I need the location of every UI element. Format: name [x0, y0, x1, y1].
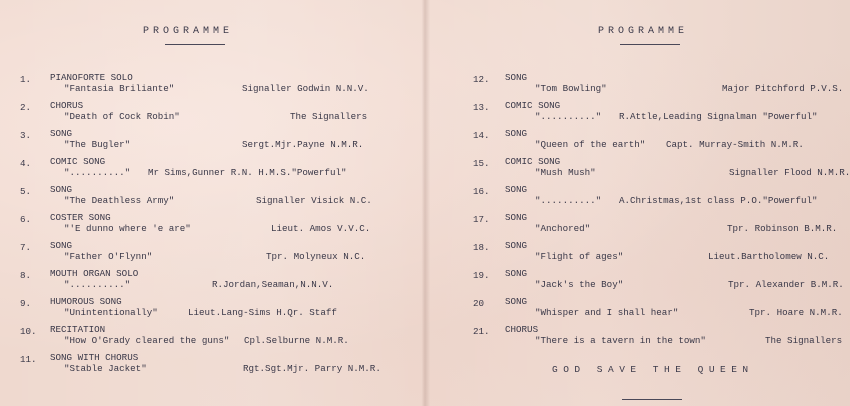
item-title: "Mush Mush": [535, 167, 596, 178]
item-type: SONG: [50, 184, 73, 195]
item-type: COSTER SONG: [50, 212, 111, 223]
item-number: 20: [473, 298, 485, 309]
heading-underline: [620, 44, 680, 45]
item-number: 7.: [20, 242, 32, 253]
item-number: 19.: [473, 270, 490, 281]
item-performer: The Signallers: [290, 111, 368, 122]
item-title: "Stable Jacket": [64, 363, 147, 374]
item-number: 1.: [20, 74, 32, 85]
item-type: SONG: [505, 184, 528, 195]
item-number: 8.: [20, 270, 32, 281]
right-page: [425, 0, 850, 406]
closing-line: GOD SAVE THE QUEEN: [552, 364, 754, 375]
item-performer: R.Attle,Leading Signalman "Powerful": [619, 111, 818, 122]
item-number: 21.: [473, 326, 490, 337]
item-title: "..........": [64, 279, 131, 290]
item-performer: A.Christmas,1st class P.O."Powerful": [619, 195, 818, 206]
item-type: HUMOROUS SONG: [50, 296, 122, 307]
item-title: "How O'Grady cleared the guns": [64, 335, 230, 346]
programme-heading: PROGRAMME: [143, 26, 234, 37]
footer-underline: [622, 399, 682, 400]
item-performer: Signaller Flood N.M.R.: [729, 167, 850, 178]
programme-heading: PROGRAMME: [598, 26, 689, 37]
item-type: SONG: [505, 128, 528, 139]
item-number: 17.: [473, 214, 490, 225]
item-performer: Signaller Godwin N.N.V.: [242, 83, 369, 94]
item-type: RECITATION: [50, 324, 106, 335]
item-type: SONG: [505, 296, 528, 307]
item-type: SONG: [505, 268, 528, 279]
item-performer: Lieut. Amos V.V.C.: [271, 223, 371, 234]
item-title: "..........": [535, 111, 602, 122]
heading-underline: [165, 44, 225, 45]
item-performer: Lieut.Lang-Sims H.Qr. Staff: [188, 307, 337, 318]
item-type: COMIC SONG: [505, 156, 561, 167]
item-number: 3.: [20, 130, 32, 141]
item-number: 12.: [473, 74, 490, 85]
item-title: "The Bugler": [64, 139, 131, 150]
item-number: 13.: [473, 102, 490, 113]
item-type: SONG: [50, 240, 73, 251]
item-title: "Father O'Flynn": [64, 251, 153, 262]
item-title: "Death of Cock Robin": [64, 111, 180, 122]
item-performer: Capt. Murray-Smith N.M.R.: [666, 139, 804, 150]
item-type: SONG WITH CHORUS: [50, 352, 139, 363]
item-performer: R.Jordan,Seaman,N.N.V.: [212, 279, 334, 290]
item-title: "..........": [64, 167, 131, 178]
item-title: "Anchored": [535, 223, 591, 234]
item-title: "There is a tavern in the town": [535, 335, 706, 346]
item-type: CHORUS: [505, 324, 539, 335]
item-number: 2.: [20, 102, 32, 113]
item-performer: Cpl.Selburne N.M.R.: [244, 335, 349, 346]
item-title: "..........": [535, 195, 602, 206]
item-performer: Major Pitchford P.V.S.: [722, 83, 844, 94]
item-title: "Unintentionally": [64, 307, 158, 318]
item-type: SONG: [505, 240, 528, 251]
item-performer: The Signallers: [765, 335, 843, 346]
item-performer: Mr Sims,Gunner R.N. H.M.S."Powerful": [148, 167, 347, 178]
item-title: "Fantasia Briliante": [64, 83, 175, 94]
item-title: "Whisper and I shall hear": [535, 307, 679, 318]
item-number: 4.: [20, 158, 32, 169]
item-type: SONG: [50, 128, 73, 139]
item-number: 14.: [473, 130, 490, 141]
item-performer: Tpr. Alexander B.M.R.: [728, 279, 844, 290]
item-type: SONG: [505, 212, 528, 223]
item-performer: Tpr. Robinson B.M.R.: [727, 223, 838, 234]
item-performer: Tpr. Hoare N.M.R.: [749, 307, 843, 318]
item-title: "The Deathless Army": [64, 195, 175, 206]
item-performer: Rgt.Sgt.Mjr. Parry N.M.R.: [243, 363, 381, 374]
item-type: PIANOFORTE SOLO: [50, 72, 133, 83]
item-type: CHORUS: [50, 100, 84, 111]
item-number: 10.: [20, 326, 37, 337]
item-performer: Tpr. Molyneux N.C.: [266, 251, 366, 262]
item-number: 15.: [473, 158, 490, 169]
item-performer: Sergt.Mjr.Payne N.M.R.: [242, 139, 364, 150]
item-type: COMIC SONG: [50, 156, 106, 167]
item-title: "Tom Bowling": [535, 83, 607, 94]
item-performer: Lieut.Bartholomew N.C.: [708, 251, 830, 262]
item-performer: Signaller Visick N.C.: [256, 195, 372, 206]
item-type: COMIC SONG: [505, 100, 561, 111]
item-title: "Flight of ages": [535, 251, 624, 262]
item-type: MOUTH ORGAN SOLO: [50, 268, 139, 279]
item-number: 9.: [20, 298, 32, 309]
item-number: 6.: [20, 214, 32, 225]
item-type: SONG: [505, 72, 528, 83]
item-number: 11.: [20, 354, 37, 365]
item-title: "'E dunno where 'e are": [64, 223, 191, 234]
item-title: "Jack's the Boy": [535, 279, 624, 290]
item-number: 18.: [473, 242, 490, 253]
item-number: 5.: [20, 186, 32, 197]
item-title: "Queen of the earth": [535, 139, 646, 150]
item-number: 16.: [473, 186, 490, 197]
